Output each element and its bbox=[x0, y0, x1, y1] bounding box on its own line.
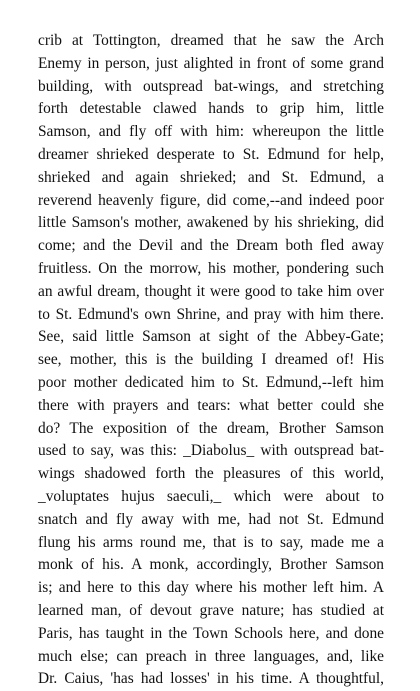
text-line: there with prayers and tears: what better could she bbox=[38, 396, 384, 414]
text-line: reverend heavenly figure, did come,--and indeed poor bbox=[38, 191, 384, 209]
text-line: crib at Tottington, dreamed that he saw the Arch bbox=[38, 32, 384, 49]
text-line: forth detestable clawed hands to grip him, little bbox=[38, 100, 384, 118]
text-line: Enemy in person, just alighted in front of some grand bbox=[38, 54, 384, 72]
text-line: do? The exposition of the dream, Brother Samson bbox=[38, 419, 384, 437]
text-line: flung his arms round me, that is to say, made me a bbox=[38, 533, 384, 551]
text-line: Samson, and fly off with him: whereupon the little bbox=[38, 123, 384, 141]
text-line: fruitless. On the morrow, his mother, pondering such bbox=[38, 259, 384, 277]
text-line: poor mother dedicated him to St. Edmund,--left him bbox=[38, 373, 384, 391]
text-line: much else; can preach in three languages, and, like bbox=[38, 647, 384, 665]
document-page bbox=[38, 30, 384, 691]
text-line: used to say, was this: _Diabolus_ with outspread bat- bbox=[38, 442, 384, 460]
text-line: See, said little Samson at sight of the Abbey-Gate; bbox=[38, 328, 384, 346]
text-line: come; and the Devil and the Dream both fled away bbox=[38, 237, 384, 255]
text-line: to St. Edmund's own Shrine, and pray with him there. bbox=[38, 305, 384, 323]
text-line: Dr. Caius, 'has had losses' in his time. A thoughtful, bbox=[38, 670, 384, 688]
text-line: dreamer shrieked desperate to St. Edmund for help, bbox=[38, 145, 384, 163]
text-line: learned man, of devout grave nature; has studied at bbox=[38, 601, 384, 619]
text-line: see, mother, this is the building I dreamed of! His bbox=[38, 351, 384, 369]
text-line: shrieked and again shrieked; and St. Edmund, a bbox=[38, 168, 384, 186]
text-line: _voluptates hujus saeculi,_ which were about to bbox=[38, 487, 384, 505]
text-line: is; and here to this day where his mother left him. A bbox=[38, 579, 384, 597]
text-line: an awful dream, thought it were good to take him over bbox=[38, 282, 384, 300]
text-line: little Samson's mother, awakened by his shrieking, did bbox=[38, 214, 384, 232]
text-line: building, with outspread bat-wings, and stretching bbox=[38, 77, 384, 95]
text-line: snatch and fly away with me, had not St. Edmund bbox=[38, 510, 384, 528]
text-line: wings shadowed forth the pleasures of this world, bbox=[38, 465, 384, 483]
text-line: Paris, has taught in the Town Schools here, and done bbox=[38, 624, 384, 642]
text-line: monk of his. A monk, accordingly, Brother Samson bbox=[38, 556, 384, 574]
